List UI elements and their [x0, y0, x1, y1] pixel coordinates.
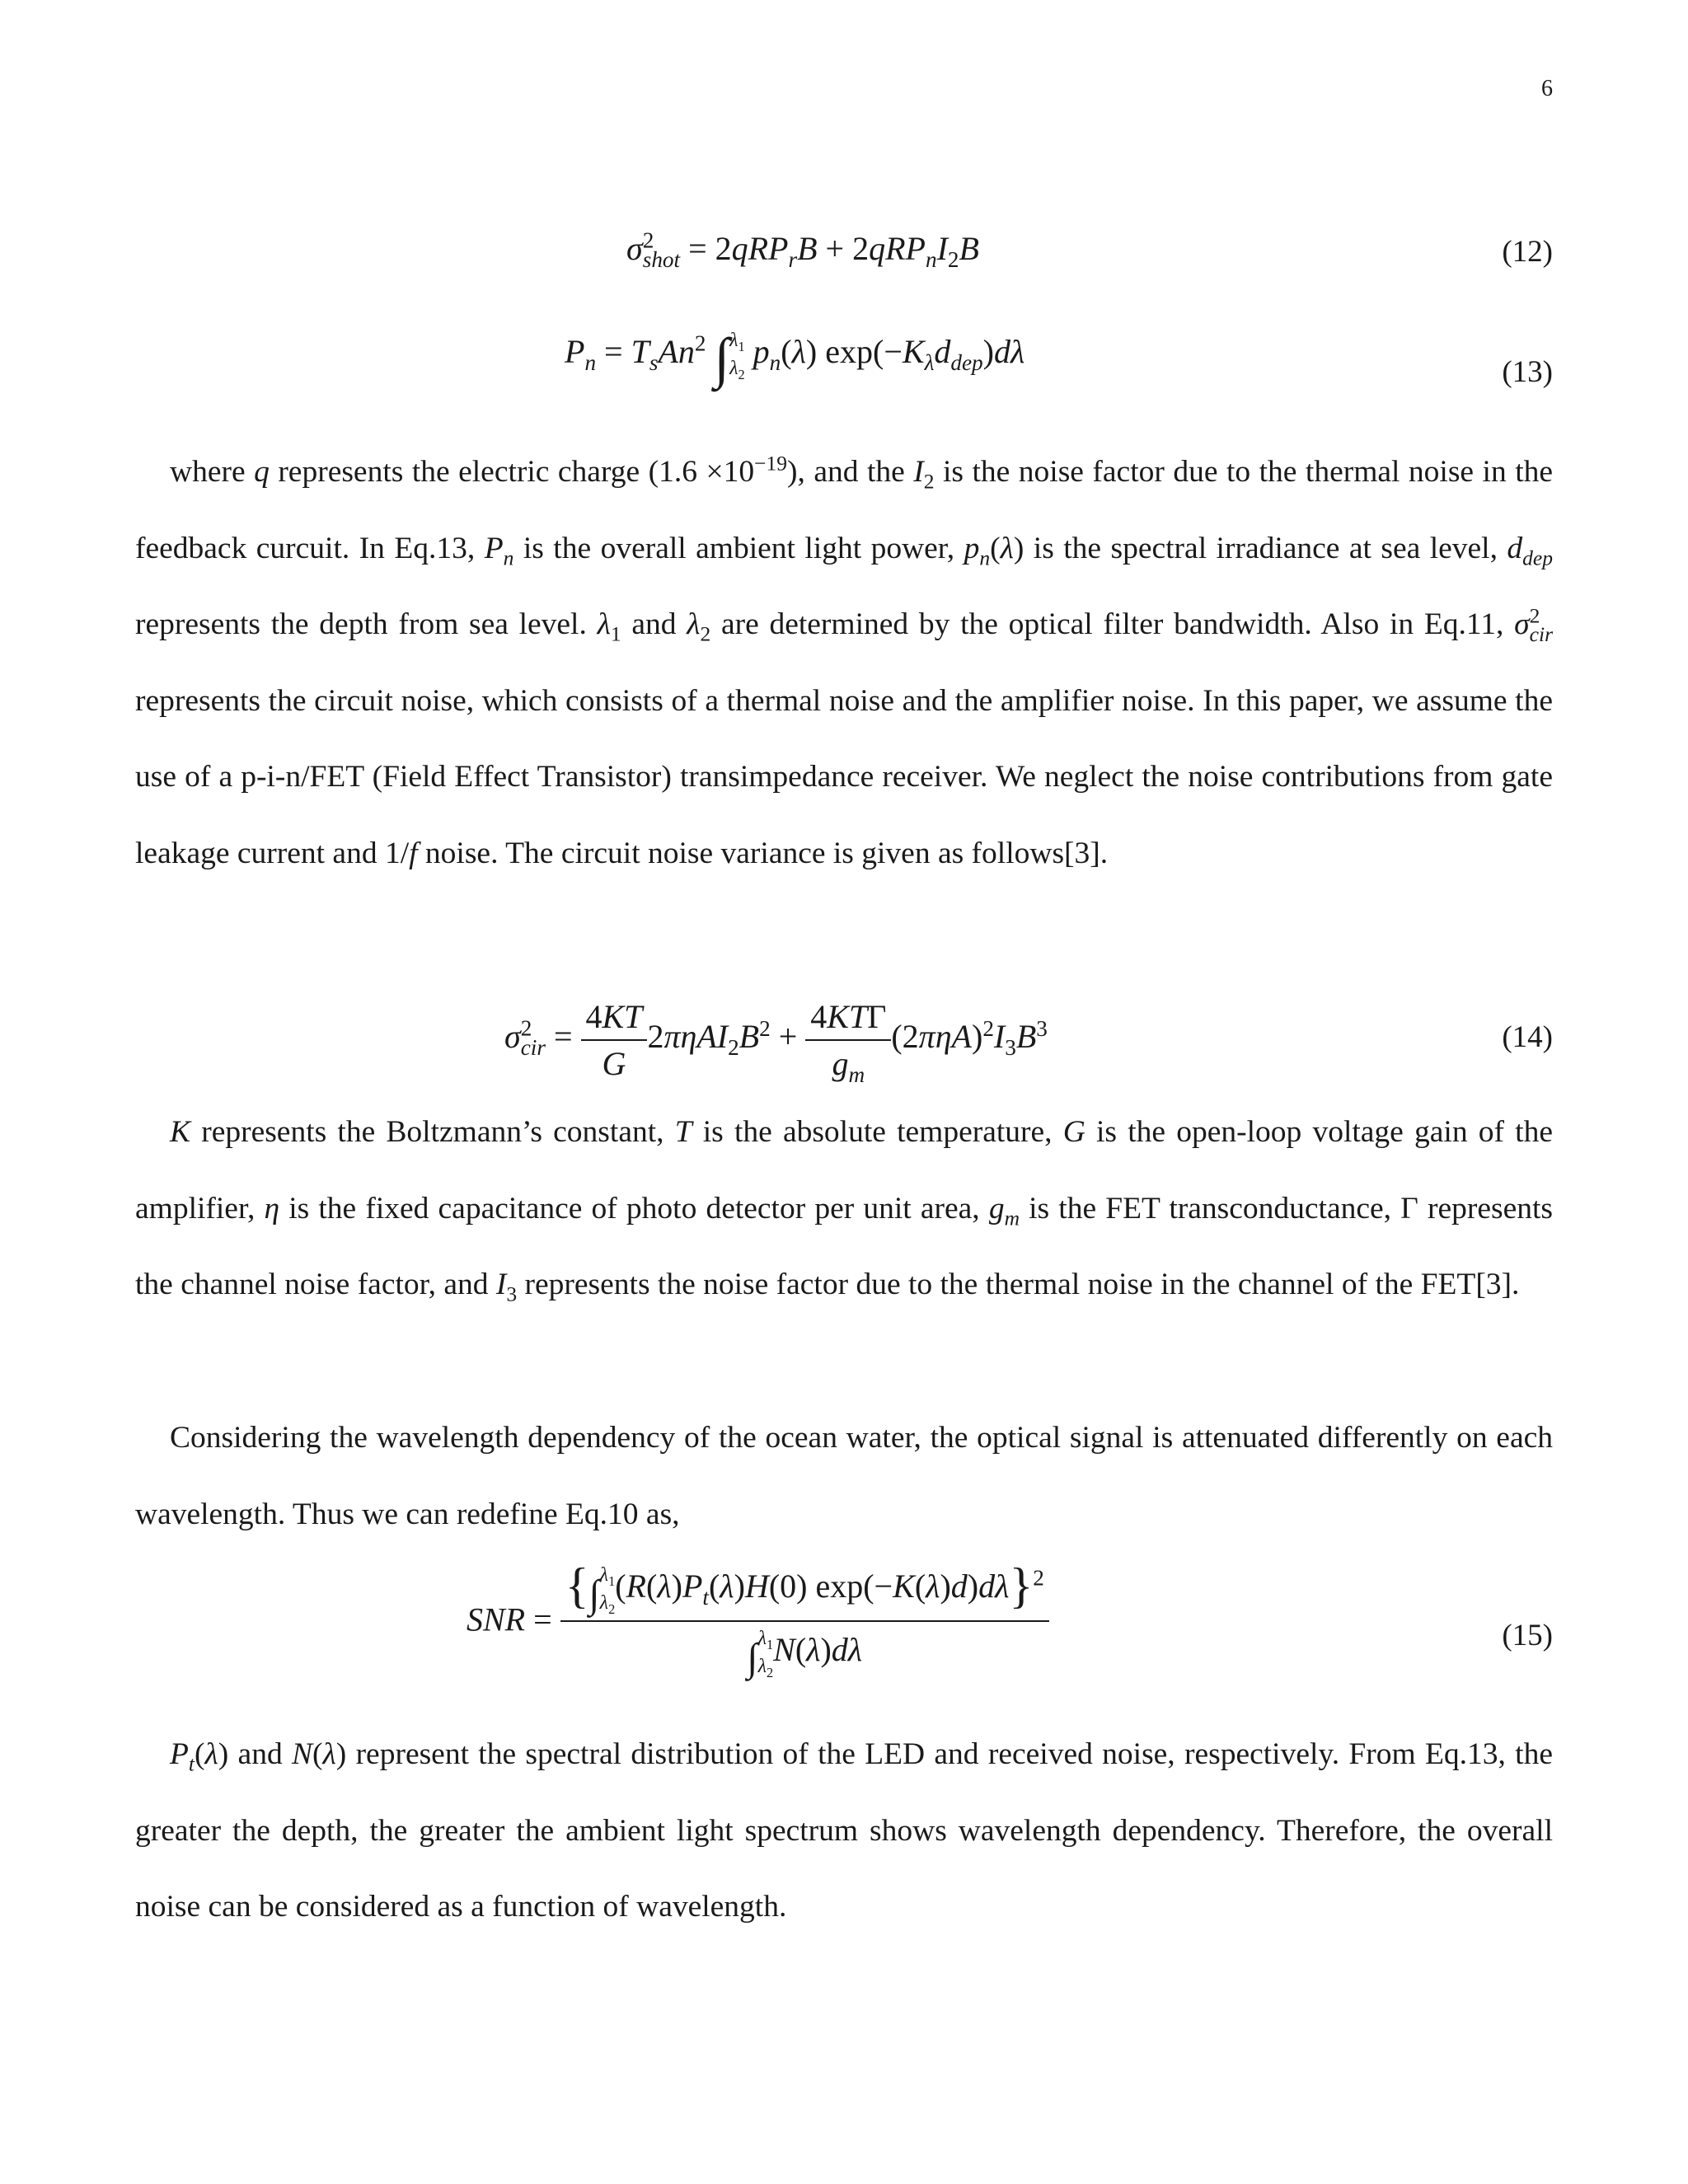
- equation-15: SNR = {∫ $\lambda_1$ $\lambda_2$ ($R(\lambda)P_t(\lambda)H(0)$ exp(−K(λ)d)dλ}$^2$ ∫ $\lambda_1$ $\lambda_2$ N(λ)dλ: [467, 1558, 1049, 1681]
- paragraph-noise-description: where q represents the electric charge $(1.6 \times 10^{-19})$, and the $I_2$ is the noise factor due to the thermal noise in the feedback curcuit. In Eq.13, $P_n$ is the overall ambient light power, $p_n(\lambda)$ is the spectral irradiance at sea level, $d_{dep}$ represents the depth from sea level. $\lambda_1$ and $\lambda_2$ are determined by the optical filter bandwidth. Also in Eq.11, $\sigma^2_{cir}$ represents the circuit noise, which consists of a thermal noise and the amplifier noise. In this paper, we assume the use of a p-i-n/FET (Field Effect Transistor) transimpedance receiver. We neglect the noise contributions from gate leakage current and 1/f noise. The circuit noise variance is given as follows[3].: [135, 451, 1554, 870]
- paragraph-variable-definitions: K represents the Boltzmann’s constant, T is the absolute temperature, G is the open-loop voltage gain of the amplifier, η is the fixed capacitance of photo detector per unit area, $g_m$ is the FET transconductance, Γ represents the channel noise factor, and $I_3$ represents the noise factor due to the thermal noise in the channel of the FET[3].: [135, 1115, 1554, 1306]
- page-number: 6: [1541, 76, 1553, 101]
- equation-14: $\sigma^2_{cir}$ = $\frac{4KT}{G}$ $2\pi\eta AI_2B^2$ + $\frac{\text{4KTΓ}}{g_m}$ $(2\pi\eta A)^2I_3B^3$: [504, 998, 1048, 1087]
- equation-number-13: (13): [1502, 355, 1553, 389]
- equation-number-14: (14): [1502, 1020, 1553, 1054]
- equation-number-12: (12): [1502, 235, 1553, 269]
- paragraph-spectral-distribution: $P_t(\lambda)$ and N(λ) represent the spectral distribution of the LED and received noise, respectively. From Eq.13, the greater the depth, the greater the ambient light spectrum shows wavelength dependency. Therefore, the overall noise can be considered as a function of wavelength.: [135, 1737, 1553, 1924]
- paragraph-wavelength-dependency: Considering the wavelength dependency of the ocean water, the optical signal is attenuated differently on each wavelength. Thus we can redefine Eq.10 as,: [135, 1421, 1553, 1531]
- equation-13: $P_n = T_sAn^2$ ∫ $\lambda_1$ $\lambda_2$ $p_n(\lambda)$ $\exp(-K_\lambda d_{dep})d\lambda$: [565, 326, 1025, 389]
- equation-12: $\sigma^2_{shot} = 2qRP_rB + 2qRP_nI_2B$: [626, 227, 979, 272]
- equation-number-15: (15): [1502, 1619, 1553, 1652]
